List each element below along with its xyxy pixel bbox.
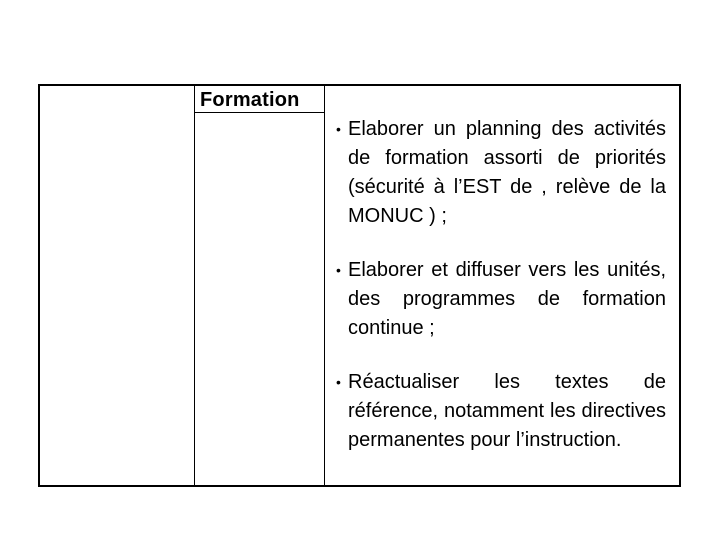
column-divider xyxy=(324,86,325,485)
list-item-text: Elaborer un planning des activités de formation assorti de priorités (sécurité à l’EST de , relève de la MONUC ) ; xyxy=(348,118,666,227)
list-item xyxy=(336,115,666,231)
bullet-icon: • xyxy=(336,262,341,278)
list-item-text: Elaborer et diffuser vers les unités, des programmes de formation continue ; xyxy=(348,259,666,339)
list-item xyxy=(336,368,666,455)
list-item-text: Réactualiser les textes de référence, notamment les directives permanentes pour l’instruction. xyxy=(348,371,666,451)
activity-list xyxy=(336,115,666,480)
activity-table xyxy=(38,84,681,487)
section-heading: Formation xyxy=(200,89,300,111)
bullet-icon: • xyxy=(336,374,341,390)
column-divider xyxy=(194,86,195,485)
heading-underline xyxy=(194,112,325,113)
bullet-icon: • xyxy=(336,121,341,137)
list-item xyxy=(336,256,666,343)
